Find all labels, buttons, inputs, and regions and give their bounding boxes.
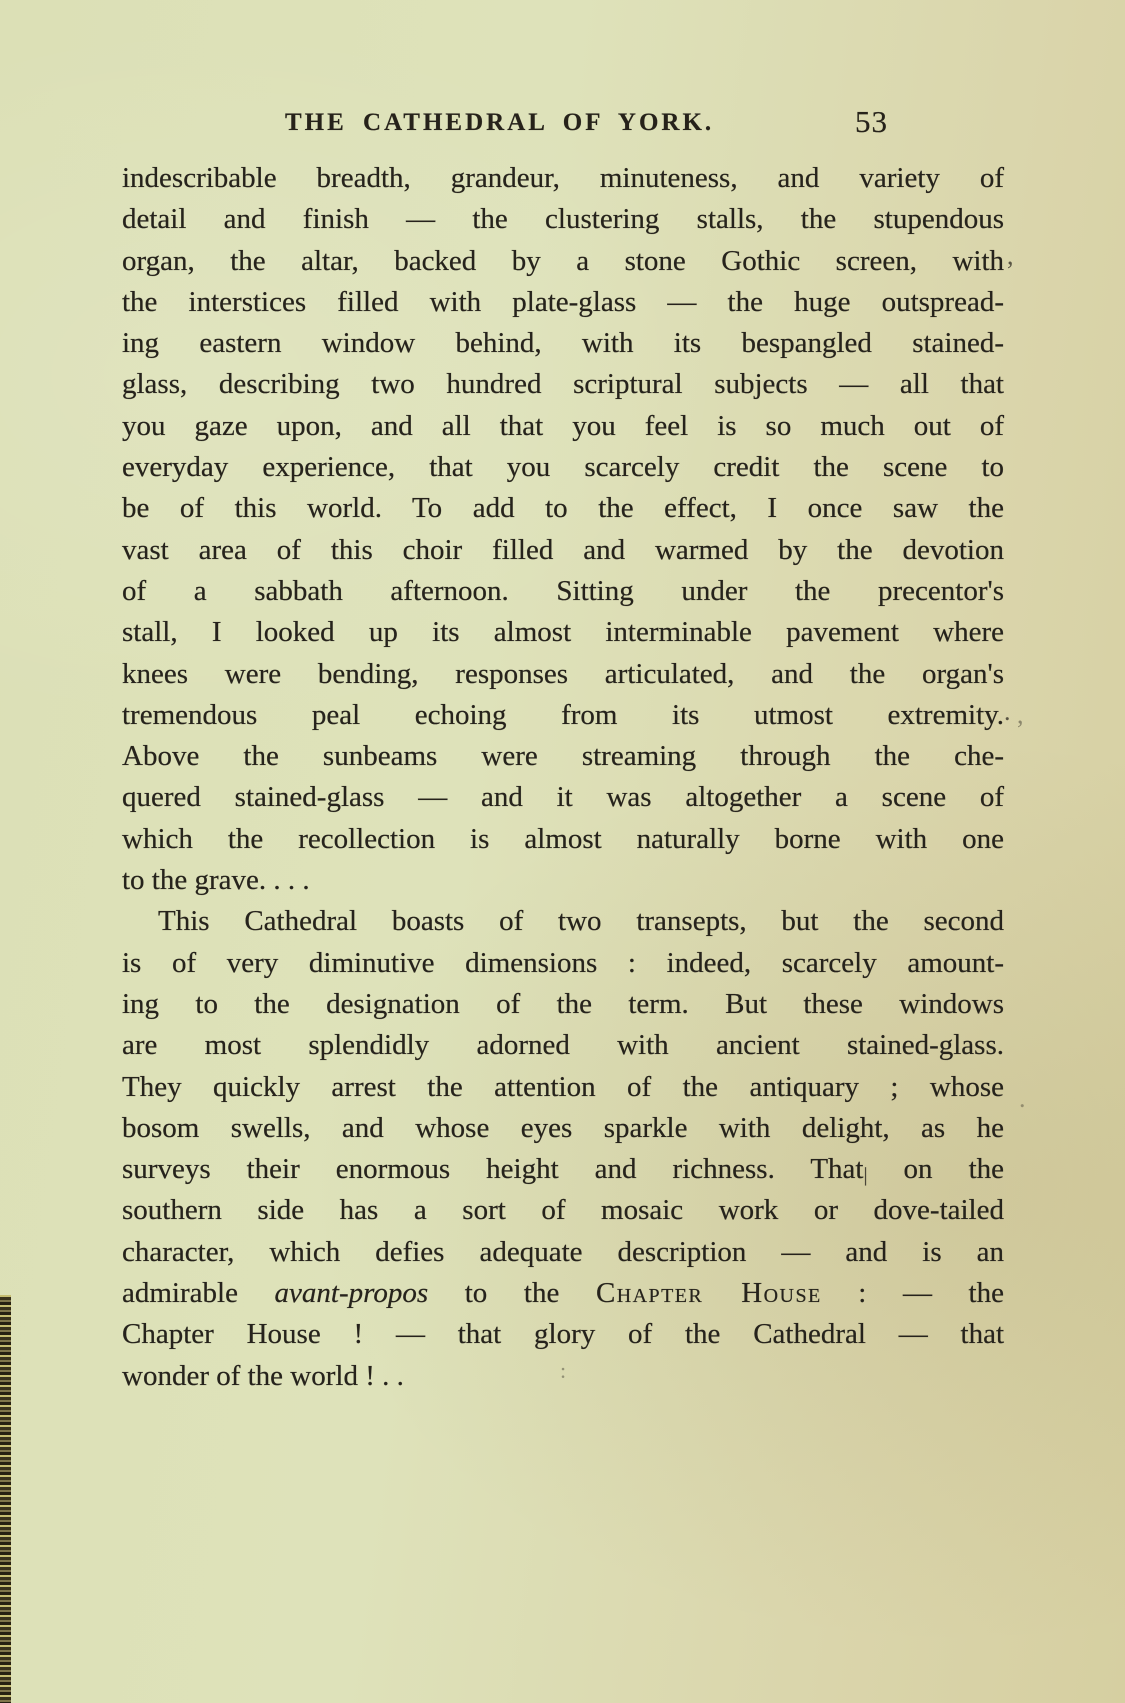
text-line: which the recollection is almost naturally borne with one [122, 822, 1004, 855]
text-line: ing to the designation of the term. But these windows [122, 987, 1004, 1020]
print-artifact: , [1007, 241, 1014, 270]
text-line: indescribable breadth, grandeur, minuteness, and variety of [122, 162, 1004, 194]
italic-phrase: avant-propos [274, 1277, 429, 1310]
text-line: This Cathedral boasts of two transepts, but the second [158, 905, 1004, 938]
text-line: character, which defies adequate description — and is an [122, 1235, 1004, 1268]
text-line: ing eastern window behind, with its bespangled stained- [122, 327, 1004, 360]
text-line: be of this world. To add to the effect, I once saw the [122, 492, 1004, 525]
text-line: tremendous peal echoing from its utmost extremity. [122, 698, 1004, 731]
text-line [122, 1149, 1004, 1190]
text-segment: to the [428, 1277, 596, 1310]
text-line [122, 1273, 1004, 1314]
page-title: THE CATHEDRAL OF YORK. [285, 109, 715, 136]
text-segment: : — the [821, 1277, 1004, 1310]
text-line: stall, I looked up its almost interminable pavement where [122, 616, 1004, 649]
text-line: knees were bending, responses articulated, and the organ's [122, 657, 1004, 690]
text-line: Chapter House ! — that glory of the Cathedral — that [122, 1318, 1004, 1351]
text-line: detail and finish — the clustering stalls, the stupendous [122, 203, 1004, 236]
page-number: 53 [855, 104, 888, 139]
print-artifact: . [1004, 697, 1011, 726]
ink-mark: | [863, 1164, 868, 1187]
text-line: southern side has a sort of mosaic work or dove-tailed [122, 1194, 1004, 1227]
text-line: the interstices filled with plate-glass — the huge outspread- [122, 285, 1004, 318]
text-segment: admirable [122, 1277, 275, 1310]
smallcaps-phrase: Chapter House [595, 1277, 822, 1310]
text-line: everyday experience, that you scarcely credit the scene to [122, 451, 1004, 484]
running-head [122, 106, 1004, 148]
text-segment: on the [867, 1153, 1004, 1186]
print-artifact: , [1017, 700, 1024, 729]
text-line: vast area of this choir filled and warmed by the devotion [122, 533, 1004, 566]
text-line: Above the sunbeams were streaming through the che- [122, 740, 1004, 773]
paragraph [122, 158, 1004, 901]
text-line: are most splendidly adorned with ancient stained-glass. [122, 1029, 1004, 1062]
print-artifact: : [560, 1358, 567, 1383]
text-column [122, 158, 1004, 1397]
text-line: quered stained-glass — and it was altogether a scene of [122, 781, 1004, 814]
text-line: to the grave. . . . [122, 864, 310, 897]
paragraph [122, 901, 1004, 1397]
text-line: organ, the altar, backed by a stone Gothic screen, with [122, 244, 1004, 277]
text-line: wonder of the world ! . . [122, 1359, 404, 1392]
text-line: is of very diminutive dimensions : indeed, scarcely amount- [122, 946, 1004, 979]
text-line: bosom swells, and whose eyes sparkle with delight, as he [122, 1111, 1004, 1144]
book-page-edges [0, 1295, 11, 1703]
text-line: They quickly arrest the attention of the antiquary ; whose [122, 1070, 1004, 1103]
text-line: glass, describing two hundred scriptural subjects — all that [122, 368, 1004, 401]
print-artifact: . [1019, 1084, 1026, 1113]
text-line: of a sabbath afternoon. Sitting under the precentor's [122, 574, 1004, 607]
text-line: you gaze upon, and all that you feel is so much out of [122, 409, 1004, 442]
text-segment: surveys their enormous height and richness. That [122, 1153, 864, 1186]
